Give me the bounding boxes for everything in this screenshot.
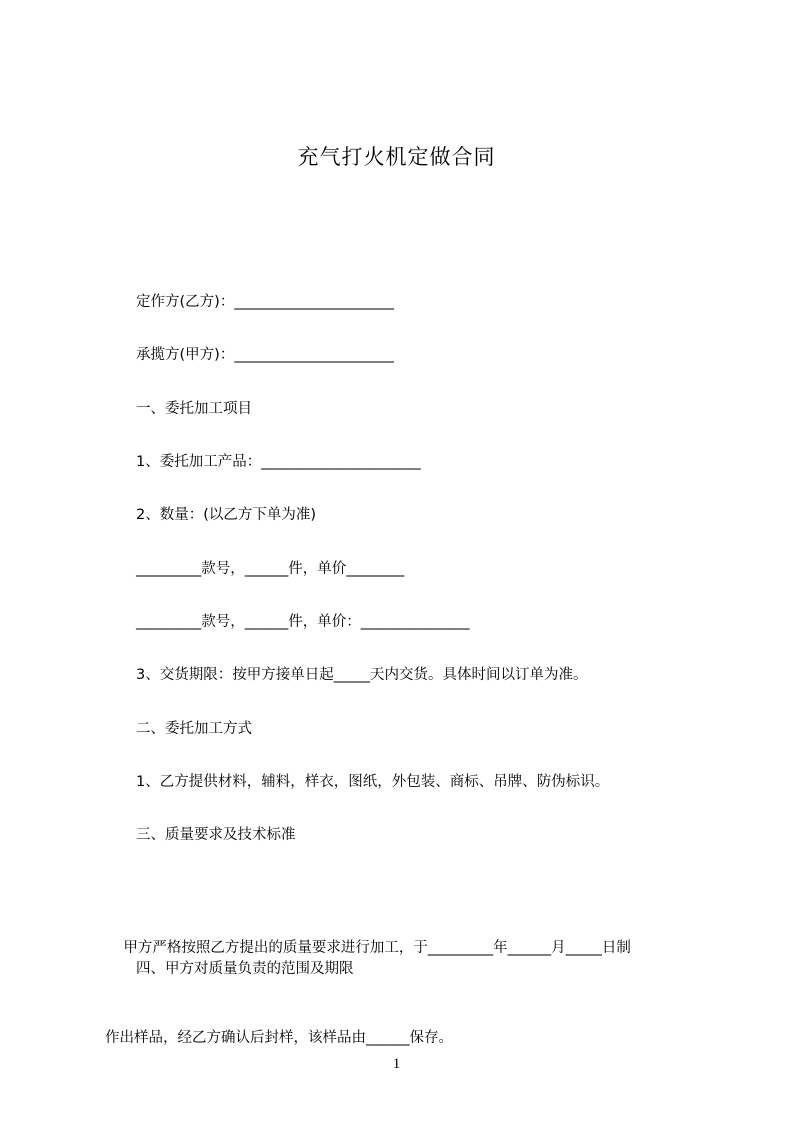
line-style-1: _________款号，______件，单价________ — [136, 561, 405, 577]
page-number: 1 — [392, 1056, 401, 1072]
section-2-heading: 二、委托加工方式 — [136, 721, 252, 737]
section-3-heading: 三、质量要求及技术标准 — [136, 827, 296, 843]
section-4-heading: 四、甲方对质量负责的范围及期限 — [136, 961, 354, 977]
line-delivery: 3、交货期限：按甲方接单日起_____天内交货。具体时间以订单为准。 — [136, 667, 588, 683]
line-party-a: 承揽方(甲方)：______________________ — [136, 347, 394, 363]
line-style-2: _________款号，______件，单价：_______________ — [136, 614, 470, 630]
quality-paragraph-line-1: 甲方严格按照乙方提出的质量要求进行加工，于_________年______月_____日制 — [105, 940, 631, 956]
line-materials: 1、乙方提供材料，辅料，样衣，图纸，外包装、商标、吊牌、防伪标识。 — [136, 774, 610, 790]
line-quantity: 2、数量：(以乙方下单为准) — [136, 507, 317, 523]
document-title: 充气打火机定做合同 — [297, 145, 496, 169]
line-party-b: 定作方(乙方)：______________________ — [136, 294, 394, 310]
quality-paragraph-line-2: 作出样品，经乙方确认后封样，该样品由______保存。 — [105, 1030, 453, 1046]
quality-paragraph — [105, 873, 705, 1113]
line-product: 1、委托加工产品：______________________ — [136, 454, 421, 470]
section-1-heading: 一、委托加工项目 — [136, 401, 252, 417]
